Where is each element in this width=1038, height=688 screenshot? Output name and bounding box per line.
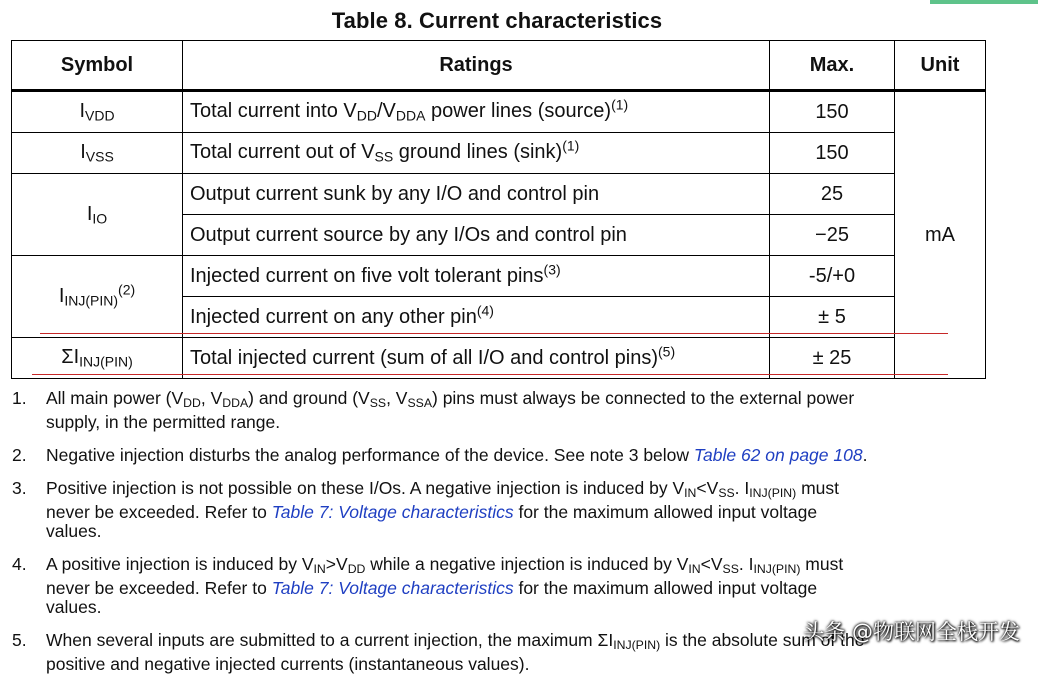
symbol-cell: $I_{VSS}$ bbox=[12, 133, 183, 174]
table-7-link[interactable]: Table 7: Voltage characteristics bbox=[271, 502, 514, 523]
table-row bbox=[12, 256, 986, 297]
rating-cell: Output current sunk by any I/O and control pin bbox=[183, 174, 770, 215]
max-cell: -5/+0 bbox=[770, 256, 895, 297]
rating-cell: Total current into $V_{DD}/V_{DDA}$ power lines (source)$^{(1)}$ bbox=[183, 91, 770, 133]
rating-cell: Output current source by any I/Os and control pin bbox=[183, 215, 770, 256]
top-accent-bar bbox=[930, 0, 1038, 4]
current-characteristics-table bbox=[11, 40, 986, 379]
table-row bbox=[12, 133, 986, 174]
footnote: 3. Positive injection is not possible on these I/Os. A negative injection is induced by $V_{IN}<V_{SS}$. $I_{INJ(PIN)}$ must never be exceeded. Refer to Table 7: Voltage characteristics for the maximum allowed input voltage values. bbox=[12, 478, 840, 542]
rating-cell: Total injected current (sum of all I/O and control pins)$^{(5)}$ bbox=[183, 338, 770, 379]
footnote: 4. A positive injection is induced by $V_{IN}>V_{DD}$ while a negative injection is induced by $V_{IN}<V_{SS}$. $I_{INJ(PIN)}$ must never be exceeded. Refer to Table 7: Voltage characteristics for the maximum allowed input voltage values. bbox=[12, 554, 844, 618]
col-header-symbol: Symbol bbox=[12, 41, 183, 91]
header-row bbox=[12, 41, 986, 91]
table-row bbox=[12, 91, 986, 133]
col-header-max: Max. bbox=[770, 41, 895, 91]
symbol-cell: $\Sigma I_{INJ(PIN)}$ bbox=[12, 338, 183, 379]
table-62-link[interactable]: Table 62 on page 108 bbox=[693, 445, 863, 466]
table-7-link[interactable]: Table 7: Voltage characteristics bbox=[271, 578, 514, 599]
watermark: 头条 @物联网全栈开发 bbox=[803, 620, 1020, 644]
footnote: 1. All main power ($V_{DD}$, $V_{DDA}$) and ground ($V_{SS}$, $V_{SSA}$) pins must always be connected to the external power supply, in the permitted range. bbox=[12, 388, 855, 433]
footnote: 2. Negative injection disturbs the analog performance of the device. See note 3 below Table 62 on page 108. bbox=[12, 445, 868, 466]
max-cell: ± 25 bbox=[770, 338, 895, 379]
symbol-cell: $I_{VDD}$ bbox=[12, 91, 183, 133]
max-cell: 25 bbox=[770, 174, 895, 215]
col-header-ratings: Ratings bbox=[183, 41, 770, 91]
unit-cell: mA bbox=[895, 91, 986, 379]
max-cell: ± 5 bbox=[770, 297, 895, 338]
table-row bbox=[12, 338, 986, 379]
max-cell: 150 bbox=[770, 133, 895, 174]
red-annotation-line bbox=[40, 333, 948, 334]
rating-cell: Total current out of $V_{SS}$ ground lines $(\sin k)^{(1)}$ bbox=[183, 133, 770, 174]
max-cell: 150 bbox=[770, 91, 895, 133]
table-title: Table 8. Current characteristics bbox=[331, 8, 663, 33]
rating-cell: Injected current on five volt tolerant pins$^{(3)}$ bbox=[183, 256, 770, 297]
symbol-cell: $I_{INJ(PIN)}^{(2)}$ bbox=[12, 256, 183, 338]
footnote: 5. When several inputs are submitted to a current injection, the maximum $\Sigma I_{INJ(PIN)}$ is the absolute sum of the positive and negative injected currents (instantaneous values). bbox=[12, 630, 865, 675]
rating-cell: Injected current on any other pin$^{(4)}$ bbox=[183, 297, 770, 338]
max-cell: −25 bbox=[770, 215, 895, 256]
col-header-unit: Unit bbox=[895, 41, 986, 91]
red-annotation-line bbox=[32, 374, 948, 375]
symbol-cell: $I_{IO}$ bbox=[12, 174, 183, 256]
table-row bbox=[12, 174, 986, 215]
